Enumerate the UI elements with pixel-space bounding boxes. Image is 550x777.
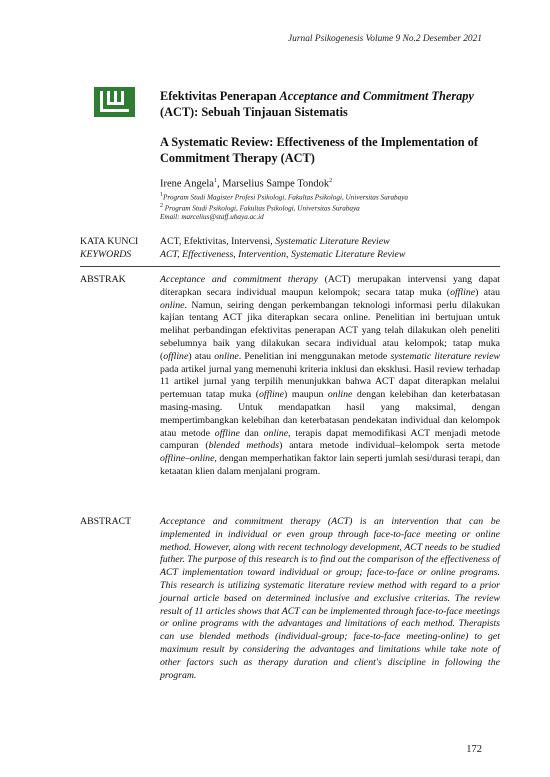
article-title-id: Efektivitas Penerapan Acceptance and Commitment Therapy (ACT): Sebuah Tinjauan Sistematis: [160, 89, 474, 119]
author-email: Email: marcelius@staff.ubaya.ac.id: [160, 213, 264, 222]
abstrak-run: Acceptance and commitment therapy: [160, 274, 318, 285]
abstract-paragraph: Acceptance and commitment therapy (ACT) is an intervention that can be implemented in individual or even group through face-to-face meeting or online method. However, along with recent technology development, ACT needs to be studied futher. The purpose of this research is to find out the comparison of the effectiveness of ACT implementation toward individual or group; face-to-face or online programs. This research is utilizing systematic literature review method with regard to a prior journal article based on determined inclusive and exclusive criterias. The review result of 11 articles shows that ACT can be implemented through face-to-face meetings or online programs with the advantages and limitations of each method. Therapists can use blended methods (individual-group; face-to-face meeting-online) to get maximum result by considering the advantages and limitations while take note of other factors such as therapy duration and client's discipline in following the program.: [160, 516, 500, 681]
abstrak-run: offline: [450, 286, 476, 298]
keywords-id-label: KATA KUNCI: [80, 236, 139, 247]
keywords-id-value: ACT, Efektivitas, Intervensi, Systematic Literature Review: [160, 236, 390, 247]
abstrak-run: online: [160, 299, 185, 311]
journal-logo-icon: [94, 87, 135, 117]
article-title-en: A Systematic Review: Effectiveness of the Implementation of Commitment Therapy (ACT): [160, 135, 478, 165]
abstrak-run: dan: [239, 427, 264, 439]
affiliation-2: $^2$ Program Studi Psikologi, Fakultas Psikologi, Universitas Surabaya: [160, 202, 360, 213]
abstrak-run: online: [214, 350, 239, 362]
abstract-text: [160, 516, 500, 682]
author-names: Irene Angela$^1$, Marselius Sampe Tondok$^2$: [160, 178, 333, 190]
abstrak-label: ABSTRAK: [80, 274, 126, 285]
abstrak-run: , dengan memperhatikan faktor lain seperti jumlah sesi/durasi terapi, dan ketaatan klien dalam menjalani program.: [160, 453, 500, 477]
abstrak-run: . Namun, seiring dengan perkembangan teknologi informasi perlu dilakukan kajian tentang ACT jika diterapkan secara online. Penelitian ini bertujuan untuk melihat perbandingan efektivitas penerapan ACT yang telah dilakukan oleh peneliti sebelumnya baik yang dilakukan secara individual atau kelompok; tatap muka (: [160, 299, 500, 362]
keywords-en-row: [80, 249, 500, 261]
page-number: 172: [466, 744, 482, 755]
abstrak-run: ) antara metode individual–kelompok serta metode: [279, 440, 500, 452]
author-block: [160, 175, 500, 222]
abstrak-run: ) maupun: [284, 389, 328, 401]
abstrak-run: , terapis dapat memodifikasi ACT menjadi metode campuran (: [160, 427, 500, 452]
affiliation-1: $^1$Program Studi Magister Profesi Psikologi, Fakultas Psikologi, Universitas Surabaya: [160, 191, 409, 201]
abstrak-run: offline–online: [160, 453, 215, 465]
keywords-id-row: [80, 236, 500, 248]
running-head: Jurnal Psikogenesis Volume 9 No.2 Desember 2021: [288, 34, 482, 44]
abstrak-text: [160, 274, 500, 479]
title-block: [160, 89, 500, 166]
abstrak-run: online: [263, 427, 289, 439]
abstrak-run: ) atau: [475, 286, 501, 298]
abstrak-run: ) atau: [188, 350, 215, 362]
abstrak-paragraph: [160, 274, 500, 479]
abstract-label: ABSTRACT: [80, 516, 132, 527]
abstrak-run: blended methods: [208, 440, 280, 452]
abstrak-run: offline: [163, 350, 189, 362]
abstrak-run: (ACT) merupakan intervensi yang dapat diterapkan secara individual maupun kelompok; secara tatap muka (: [160, 274, 501, 298]
abstrak-run: online: [327, 389, 353, 401]
abstrak-run: offline: [214, 427, 240, 439]
divider: [80, 266, 500, 267]
abstrak-run: systematic literature review: [390, 350, 500, 362]
abstrak-run: . Penelitian ini menggunakan metode: [238, 350, 391, 362]
keywords-en-label: KEYWORDS: [80, 249, 132, 260]
keywords-en-value: ACT, Effectiveness, Intervention, Systematic Literature Review: [160, 249, 406, 260]
abstrak-run: pada artikel jurnal yang memenuhi kriteria inklusi dan eksklusi. Hasil review terhadap 11 artikel jurnal yang terpilih menunjukkan bahwa ACT dapat diterapkan melalui pertemuan tatap muka (: [160, 363, 500, 401]
abstrak-run: offline: [258, 389, 285, 401]
abstrak-run: dengan kelebihan dan keterbatasan masing-masing. Untuk mendapatkan hasil yang maksimal, dengan mempertimbangkan kelebihan dan keterbatasan pendekatan individual dan kelompok atau metode: [160, 389, 500, 439]
